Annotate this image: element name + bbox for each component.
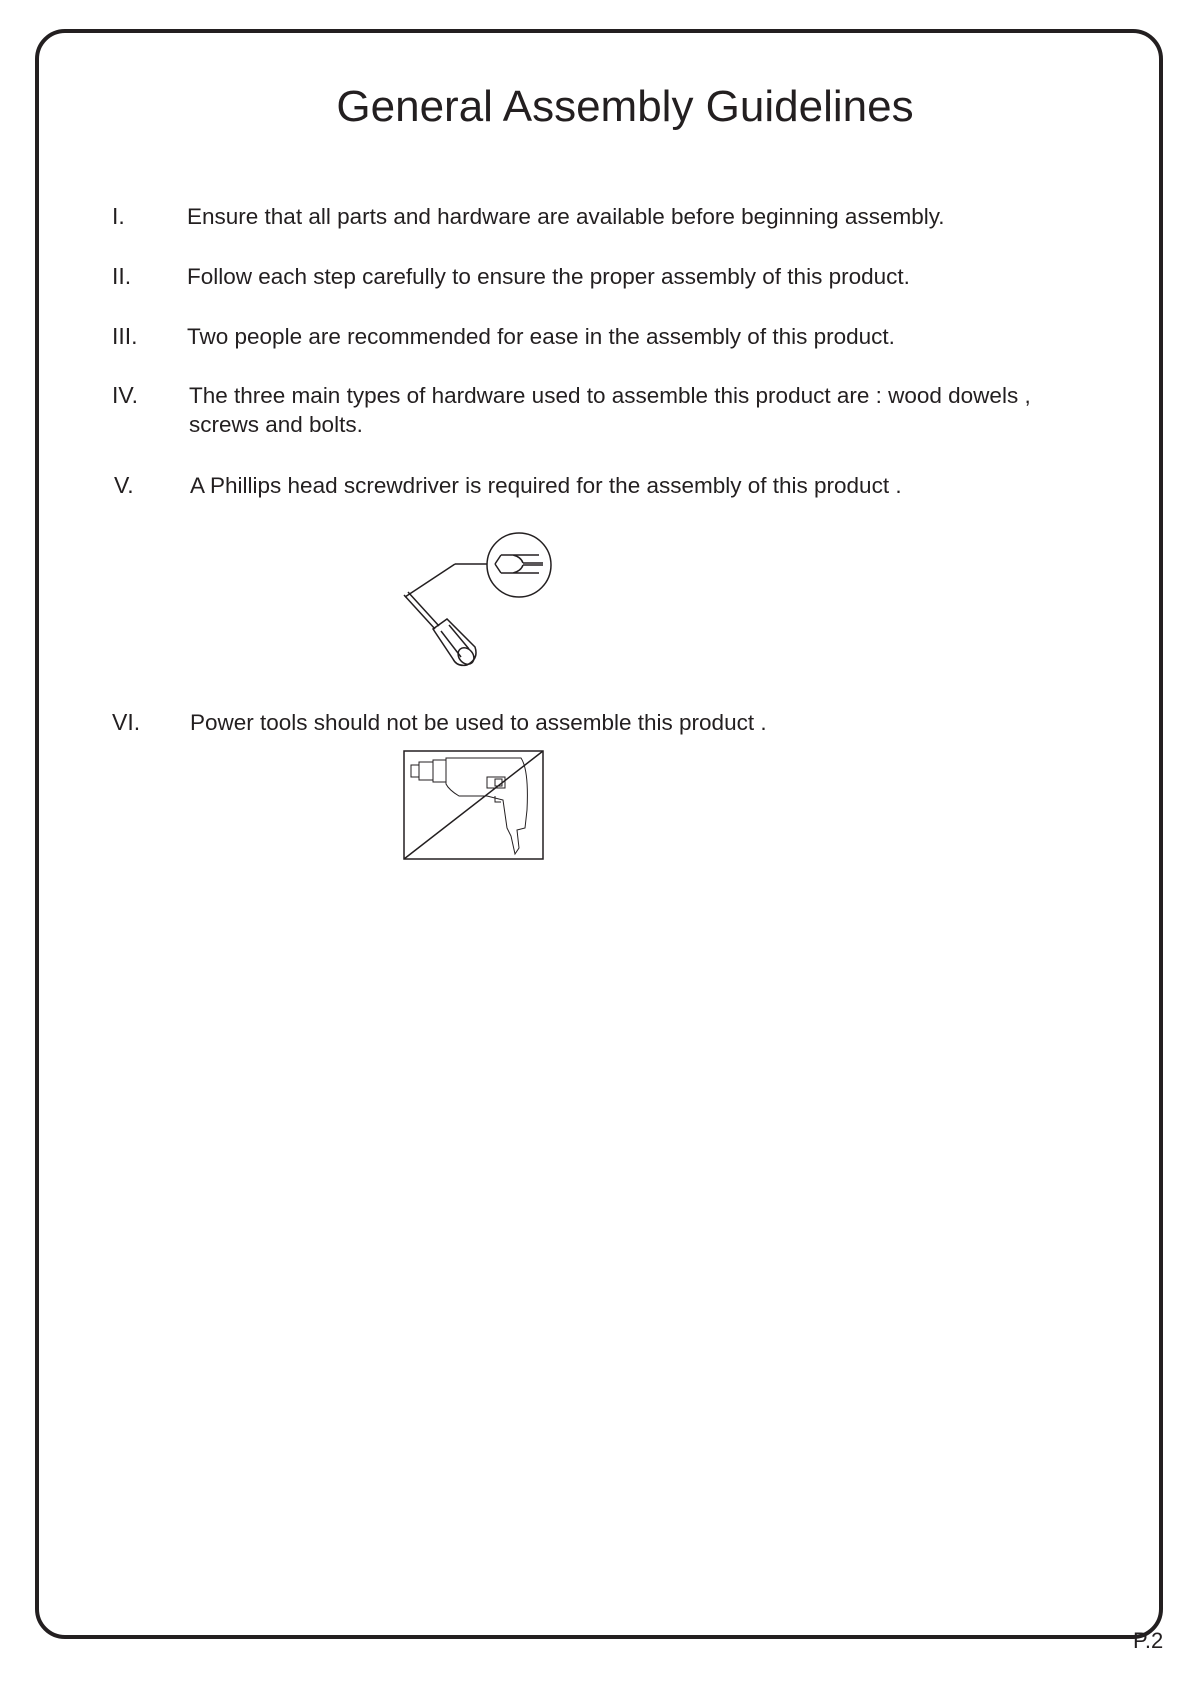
item-text: Follow each step carefully to ensure the proper assembly of this product. [187, 264, 910, 289]
no-power-drill-icon [403, 750, 545, 862]
page-number: P.2 [1133, 1628, 1164, 1653]
item-numeral: VI. [112, 709, 141, 735]
item-numeral: II. [112, 263, 132, 289]
item-numeral: V. [114, 472, 134, 498]
phillips-screwdriver-icon [395, 525, 555, 675]
item-text: A Phillips head screwdriver is required for the assembly of this product . [190, 473, 902, 498]
item-text: The three main types of hardware used to assemble this product are : wood dowels , screws and bolts. [189, 383, 1031, 437]
page-title: General Assembly Guidelines [336, 82, 914, 131]
item-numeral: IV. [112, 382, 139, 408]
item-text: Two people are recommended for ease in the assembly of this product. [187, 324, 895, 349]
item-text: Ensure that all parts and hardware are available before beginning assembly. [187, 204, 945, 229]
item-text: Power tools should not be used to assemble this product . [190, 710, 767, 735]
item-numeral: I. [112, 203, 125, 229]
item-numeral: III. [112, 323, 138, 349]
